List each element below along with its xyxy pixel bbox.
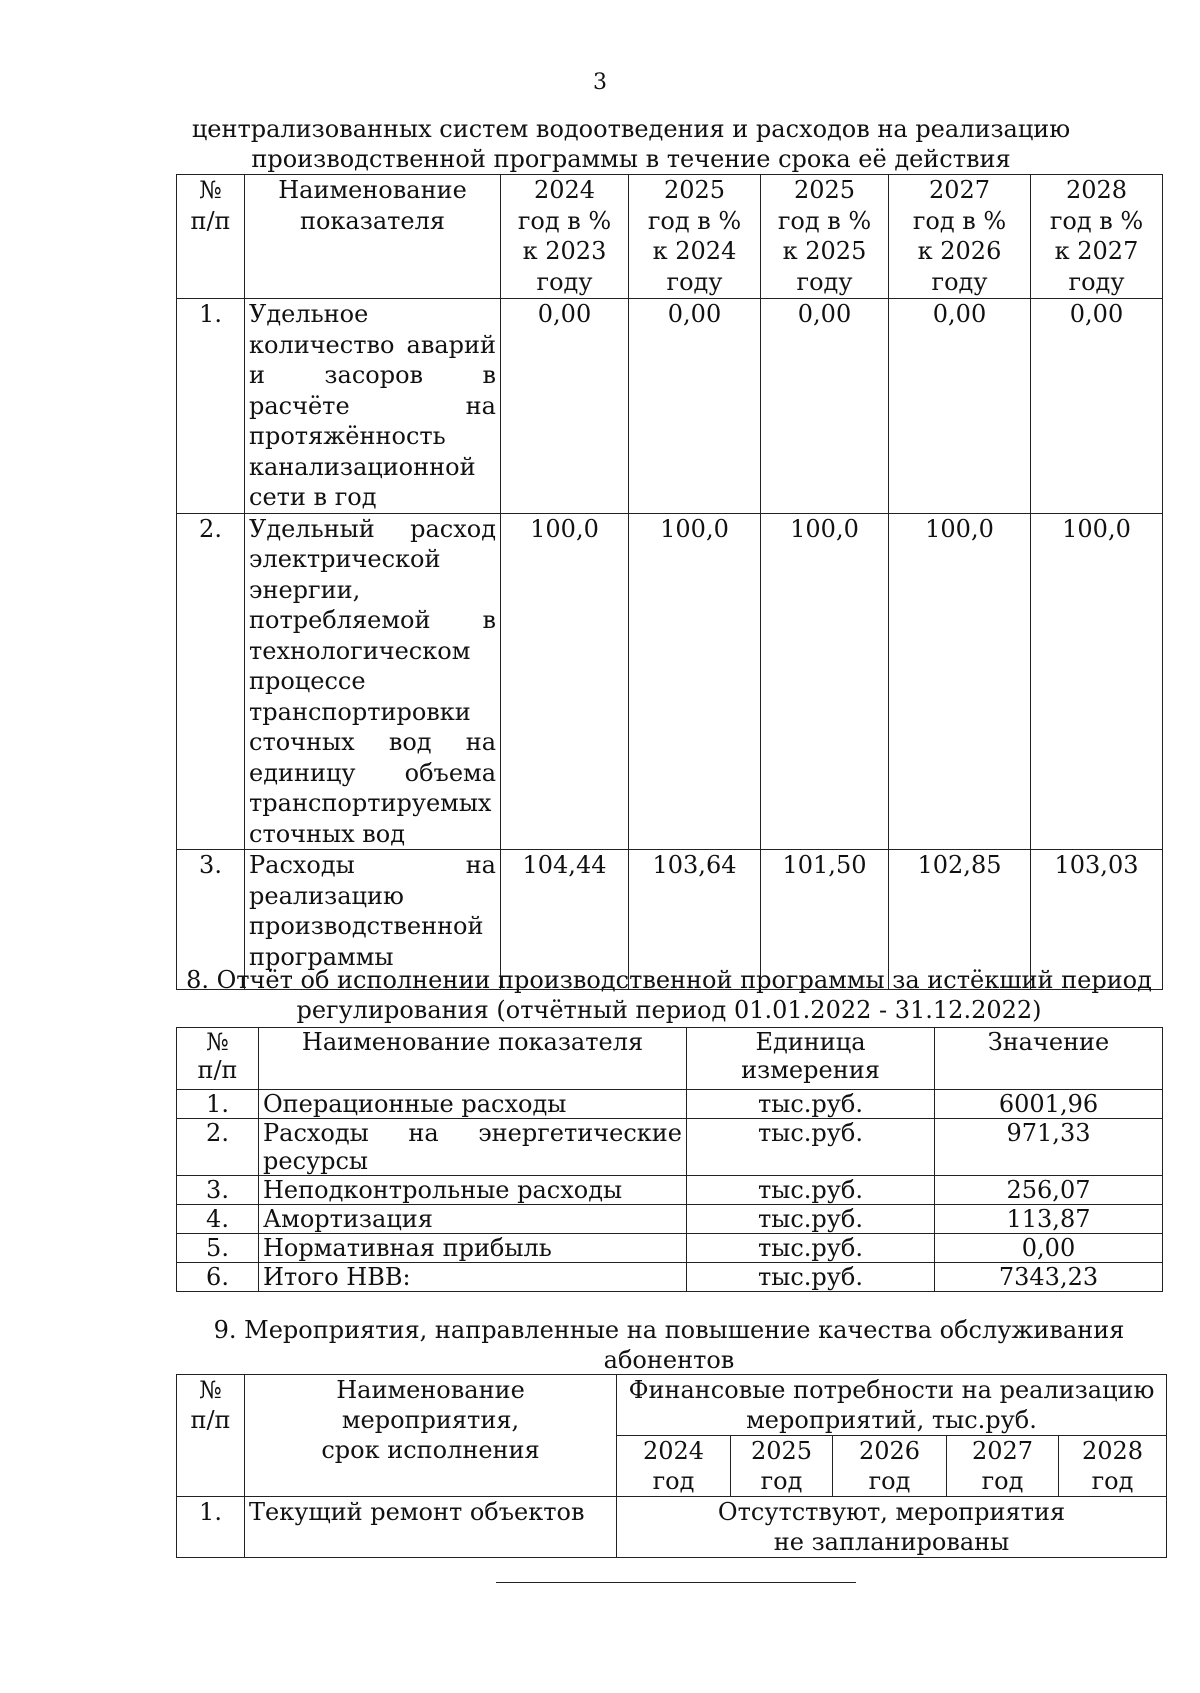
header-year-1 <box>501 175 629 299</box>
header-num-line1: № <box>199 1376 222 1404</box>
header-year-text: год <box>760 1467 803 1495</box>
header-num <box>177 175 245 299</box>
header-year-3 <box>833 1436 947 1497</box>
row-value: 100,0 <box>761 513 889 850</box>
header-year-text: год в % <box>517 206 612 235</box>
row-value: 100,0 <box>889 513 1031 850</box>
row-name: Удельный расход электрической энергии, потребляемой в технологическом процессе транспортировки сточных вод на единицу объема транспортируемых сточных вод <box>245 513 501 850</box>
header-year-text: 2027 <box>928 176 991 204</box>
row-value: 0,00 <box>761 299 889 514</box>
header-year-text: 2024 <box>642 1437 705 1465</box>
header-year-text: год <box>1091 1467 1134 1495</box>
header-name-line2: срок исполнения <box>321 1436 540 1464</box>
header-year-text: год в % <box>1049 206 1144 235</box>
header-year-text: 2027 <box>971 1437 1034 1465</box>
header-num-line2: п/п <box>190 1406 231 1434</box>
row-value: 0,00 <box>889 299 1031 514</box>
header-year-text: 2024 <box>533 176 596 204</box>
table-row <box>177 513 1163 850</box>
indicators-table <box>176 174 1163 990</box>
section9-caption-line2: абонентов <box>603 1346 735 1374</box>
header-year-2 <box>629 175 761 299</box>
row-name: Неподконтрольные расходы <box>259 1176 687 1205</box>
row-num: 6. <box>177 1263 259 1292</box>
indicators-header-row <box>177 175 1163 299</box>
header-finance <box>617 1375 1167 1436</box>
header-year-text: к 2023 <box>522 237 607 265</box>
table-row <box>177 1234 1163 1263</box>
row-unit: тыс.руб. <box>687 1263 935 1292</box>
header-year-text: год в % <box>647 206 742 235</box>
section8-caption-line2: регулирования (отчётный период 01.01.2022 - 31.12.2022) <box>296 996 1042 1024</box>
row-value: 0,00 <box>1031 299 1163 514</box>
row-num: 2. <box>177 1119 259 1176</box>
row-value: 7343,23 <box>935 1263 1163 1292</box>
header-num-line1: № <box>206 1028 229 1056</box>
header-year-text: год в % <box>777 206 872 235</box>
header-year-text: 2025 <box>793 176 856 204</box>
row-value: 100,0 <box>1031 513 1163 850</box>
table-row <box>177 1497 1167 1558</box>
row-value: 0,00 <box>935 1234 1163 1263</box>
header-year-text: году <box>1068 267 1125 296</box>
header-name <box>245 175 501 299</box>
row-name: Расходы на реализацию производственной программы <box>245 850 501 990</box>
row-name: Итого НВВ: <box>259 1263 687 1292</box>
header-finance-line2: мероприятий, тыс.руб. <box>746 1406 1037 1434</box>
row-num: 1. <box>177 299 245 514</box>
table-row <box>177 1205 1163 1234</box>
row-num: 2. <box>177 513 245 850</box>
header-unit-line2: измерения <box>741 1056 880 1084</box>
table-row <box>177 1176 1163 1205</box>
row-value: 0,00 <box>629 299 761 514</box>
row-num: 5. <box>177 1234 259 1263</box>
header-name-line1: Наименование <box>278 176 467 204</box>
table-row <box>177 1119 1163 1176</box>
header-name-line1: Наименование мероприятия, <box>336 1376 525 1434</box>
header-num-line2: п/п <box>197 1056 238 1084</box>
header-num-line2: п/п <box>190 206 231 235</box>
header-year-text: 2025 <box>663 176 726 204</box>
section8-caption-line1: 8. Отчёт об исполнении производственной программы за истёкший период <box>186 966 1152 994</box>
header-name-line2: показателя <box>299 206 446 235</box>
row-unit: тыс.руб. <box>687 1205 935 1234</box>
row-value: 104,44 <box>501 850 629 990</box>
section9-caption <box>176 1315 1162 1375</box>
row-name: Амортизация <box>259 1205 687 1234</box>
header-num <box>177 1028 259 1090</box>
header-year-text: году <box>666 267 723 296</box>
header-year-4 <box>947 1436 1059 1497</box>
row-value: 6001,96 <box>935 1090 1163 1119</box>
row-value: 113,87 <box>935 1205 1163 1234</box>
row-num: 1. <box>177 1497 245 1558</box>
activities-header-row <box>177 1375 1167 1436</box>
table-row <box>177 299 1163 514</box>
header-year-text: 2025 <box>750 1437 813 1465</box>
row-unit: тыс.руб. <box>687 1119 935 1176</box>
header-year-text: 2028 <box>1065 176 1128 204</box>
header-year-5 <box>1031 175 1163 299</box>
row-num: 3. <box>177 1176 259 1205</box>
row-num: 4. <box>177 1205 259 1234</box>
row-value: 103,64 <box>629 850 761 990</box>
header-year-text: год <box>868 1467 911 1495</box>
header-year-text: году <box>796 267 853 296</box>
header-year-text: 2026 <box>858 1437 921 1465</box>
activities-table <box>176 1374 1167 1558</box>
header-year-text: году <box>931 267 988 296</box>
header-year-2 <box>731 1436 833 1497</box>
row-note-line2: не запланированы <box>773 1528 1010 1556</box>
header-year-text: году <box>536 267 593 296</box>
header-year-4 <box>889 175 1031 299</box>
row-value: 101,50 <box>761 850 889 990</box>
row-unit: тыс.руб. <box>687 1234 935 1263</box>
row-value: 256,07 <box>935 1176 1163 1205</box>
row-unit: тыс.руб. <box>687 1090 935 1119</box>
row-unit: тыс.руб. <box>687 1176 935 1205</box>
header-finance-line1: Финансовые потребности на реализацию <box>628 1376 1155 1404</box>
section7-caption <box>176 114 1086 174</box>
row-note-line1: Отсутствуют, мероприятия <box>717 1498 1066 1526</box>
header-name <box>245 1375 617 1497</box>
row-name: Удельное количество аварий и засоров в расчёте на протяжённость канализационной сети в год <box>245 299 501 514</box>
header-year-text: к 2024 <box>652 237 737 265</box>
row-num: 1. <box>177 1090 259 1119</box>
row-name: Текущий ремонт объектов <box>245 1497 617 1558</box>
end-divider <box>496 1582 856 1583</box>
row-name: Операционные расходы <box>259 1090 687 1119</box>
header-year-text: к 2027 <box>1054 237 1139 265</box>
header-year-text: к 2026 <box>917 237 1002 265</box>
row-value: 971,33 <box>935 1119 1163 1176</box>
row-value: 100,0 <box>629 513 761 850</box>
header-name: Наименование показателя <box>259 1028 687 1090</box>
table-row <box>177 1263 1163 1292</box>
header-year-1 <box>617 1436 731 1497</box>
section7-caption-line2: производственной программы в течение срока её действия <box>251 145 1011 173</box>
report-table <box>176 1027 1163 1292</box>
row-value: 103,03 <box>1031 850 1163 990</box>
row-name: Нормативная прибыль <box>259 1234 687 1263</box>
header-value: Значение <box>935 1028 1163 1090</box>
row-value: 0,00 <box>501 299 629 514</box>
page-number: 3 <box>593 70 607 95</box>
header-num-line1: № <box>199 176 222 204</box>
section9-caption-line1: 9. Мероприятия, направленные на повышение качества обслуживания <box>213 1316 1125 1344</box>
table-row <box>177 1090 1163 1119</box>
section8-caption <box>176 965 1162 1025</box>
header-unit-line1: Единица <box>755 1028 866 1056</box>
section7-caption-line1: централизованных систем водоотведения и расходов на реализацию <box>191 115 1071 143</box>
report-header-row <box>177 1028 1163 1090</box>
header-year-text: к 2025 <box>782 237 867 265</box>
header-num <box>177 1375 245 1497</box>
row-name: Расходы на энергетические ресурсы <box>259 1119 687 1176</box>
row-note <box>617 1497 1167 1558</box>
header-year-text: год в % <box>912 206 1007 235</box>
row-value: 100,0 <box>501 513 629 850</box>
header-unit <box>687 1028 935 1090</box>
header-year-5 <box>1059 1436 1167 1497</box>
row-num: 3. <box>177 850 245 990</box>
row-value: 102,85 <box>889 850 1031 990</box>
header-year-text: год <box>652 1467 695 1495</box>
header-year-3 <box>761 175 889 299</box>
header-year-text: 2028 <box>1081 1437 1144 1465</box>
header-year-text: год <box>981 1467 1024 1495</box>
